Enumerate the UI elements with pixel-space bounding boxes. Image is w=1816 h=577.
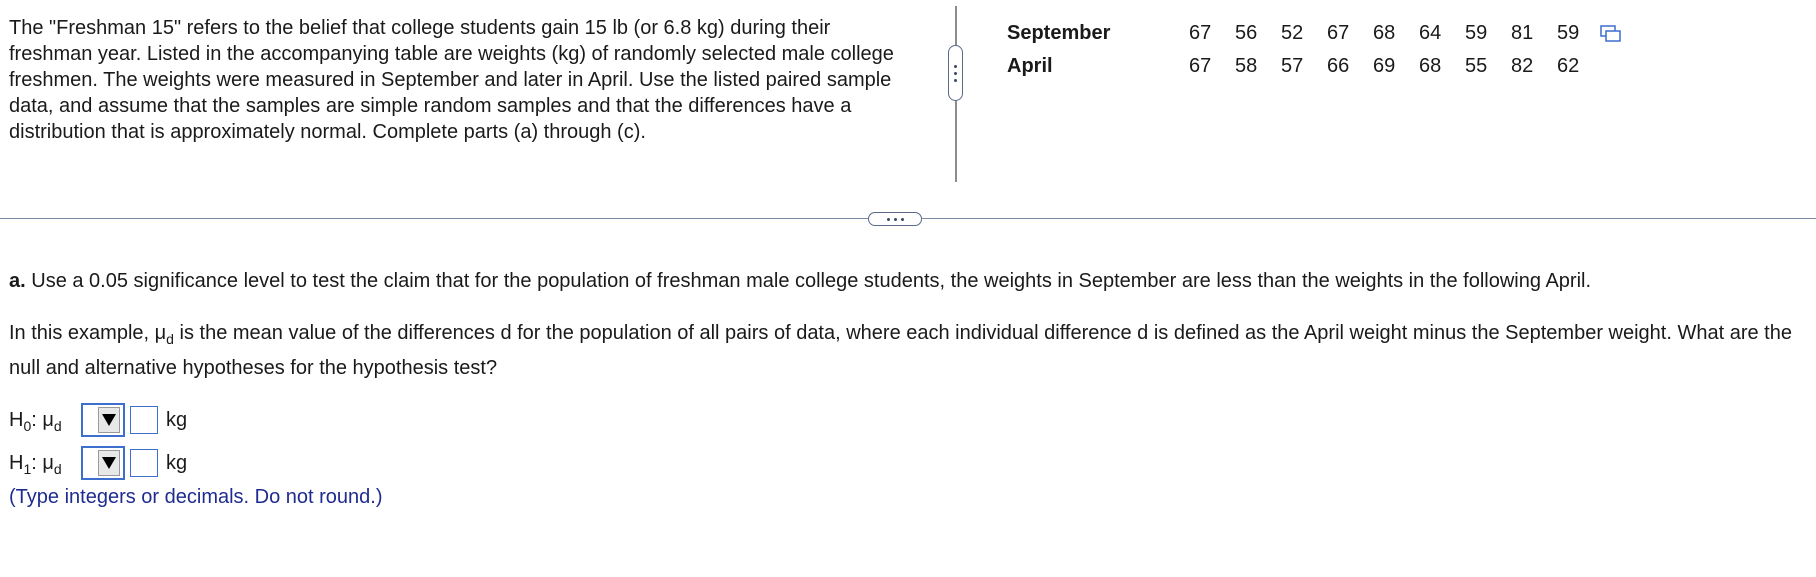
question-part-a	[9, 268, 1799, 294]
table-cell: 67	[1189, 22, 1212, 44]
table-cell: 66	[1327, 55, 1350, 77]
part-text: Use a 0.05 significance level to test the claim that for the population of freshman male college students, the weights in September are less than the weights in the following April.	[25, 270, 1592, 292]
alternative-hypothesis-label: $H_1$: $\mu_d$	[9, 451, 62, 477]
table-cell: 68	[1373, 22, 1396, 44]
table-cell: 81	[1511, 22, 1534, 44]
table-cell: 67	[1189, 55, 1212, 77]
horizontal-resize-handle[interactable]	[868, 212, 922, 226]
dropdown-arrow-icon[interactable]	[98, 450, 120, 476]
alternative-value-input[interactable]	[130, 449, 158, 477]
table-cell: 64	[1419, 22, 1442, 44]
table-row-september	[1007, 17, 1603, 50]
table-cell: 57	[1281, 55, 1304, 77]
null-value-input[interactable]	[130, 406, 158, 434]
problem-statement-panel	[0, 0, 1816, 215]
table-cell: 82	[1511, 55, 1534, 77]
table-cell: 62	[1557, 55, 1580, 77]
subscript: d	[166, 331, 174, 347]
copy-data-icon[interactable]	[1600, 25, 1622, 43]
weights-data-table	[1007, 17, 1603, 83]
problem-intro-text: The "Freshman 15" refers to the belief that college students gain 15 lb (or 6.8 kg) during their freshman year. Listed in the accompanying table are weights (kg) of randomly selected male college freshmen. The weights were measured in September and later in April. Use the listed paired sample data, and assume that the samples are simple random samples and that the differences have a distribution that is approximately normal. Complete parts (a) through (c).	[9, 17, 894, 143]
table-cell: 58	[1235, 55, 1258, 77]
table-cell: 59	[1557, 22, 1580, 44]
vertical-resize-handle[interactable]	[948, 45, 963, 101]
table-cell: 68	[1419, 55, 1442, 77]
explanation-text: In this example, μ	[9, 322, 167, 344]
row-label: April	[1007, 55, 1053, 77]
table-cell: 67	[1327, 22, 1350, 44]
null-hypothesis-label: $H_0$: $\mu_d$	[9, 408, 62, 434]
null-hypothesis-row	[9, 402, 187, 438]
table-row-april	[1007, 50, 1603, 83]
unit-label: kg	[166, 451, 188, 474]
table-cell: 69	[1373, 55, 1396, 77]
part-label: a.	[9, 270, 26, 292]
table-cell: 56	[1235, 22, 1258, 44]
input-hint: (Type integers or decimals. Do not round.)	[9, 486, 383, 508]
alternative-relation-dropdown[interactable]	[81, 446, 125, 480]
unit-label: kg	[166, 408, 188, 431]
table-cell: 52	[1281, 22, 1304, 44]
alternative-hypothesis-row	[9, 445, 187, 481]
row-label: September	[1007, 22, 1111, 44]
explanation-text-rest: is the mean value of the differences d for the population of all pairs of data, where each individual difference d is defined as the April weight minus the September weight. What are the null and alternative hypotheses for the hypothesis test?	[9, 322, 1792, 379]
question-explanation	[9, 316, 1799, 385]
table-cell: 55	[1465, 55, 1488, 77]
table-cell: 59	[1465, 22, 1488, 44]
null-relation-dropdown[interactable]	[81, 403, 125, 437]
dropdown-arrow-icon[interactable]	[98, 407, 120, 433]
